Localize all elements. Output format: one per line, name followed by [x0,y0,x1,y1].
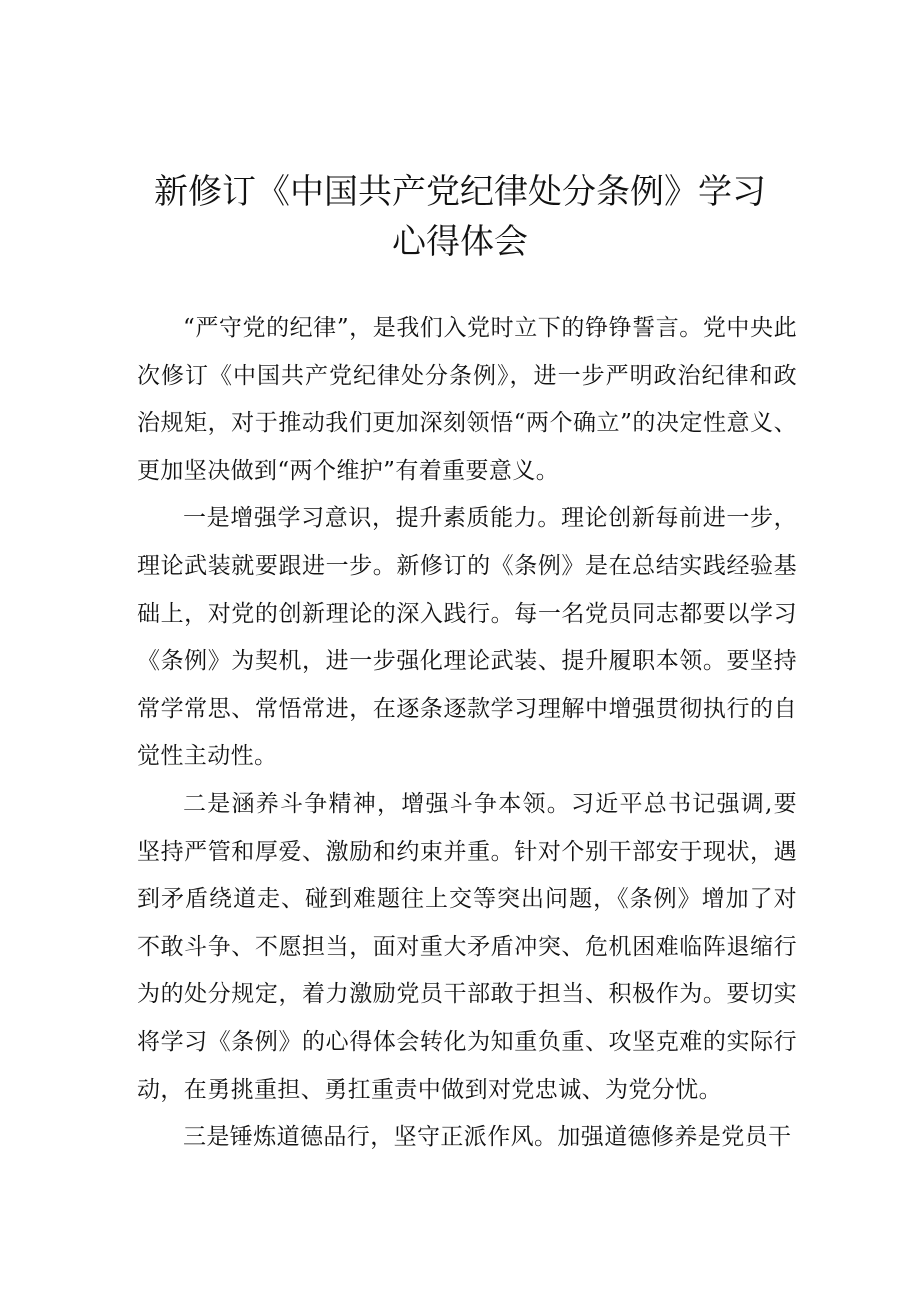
document-title-line-1: 新修订《中国共产党纪律处分条例》学习 [154,172,766,212]
document-title-line-2: 心得体会 [392,222,528,262]
paragraph-intro: “严守党的纪律”，是我们入党时立下的铮铮誓言。党中央此次修订《中国共产党纪律处分条例》，进一步严明政治纪律和政治规矩，对于推动我们更加深刻领悟“两个确立”的决定性意义、更加坚决做到“两个维护”有着重要意义。 [137,315,797,484]
paragraph-point-one: 一是增强学习意识，提升素质能力。理论创新每前进一步，理论武装就要跟进一步。新修订的《条例》是在总结实践经验基础上，对党的创新理论的深入践行。每一名党员同志都要以学习《条例》为契机，进一步强化理论武装、提升履职本领。要坚持常学常思、常悟常进，在逐条逐款学习理解中增强贯彻执行的自觉性主动性。 [137,505,797,770]
paragraph-point-three: 三是锤炼道德品行，坚守正派作风。加强道德修养是党员干 [183,1124,792,1151]
paragraph-point-two: 二是涵养斗争精神，增强斗争本领。习近平总书记强调,要坚持严管和厚爱、激励和约束并重。针对个别干部安于现状，遇到矛盾绕道走、碰到难题往上交等突出问题，《条例》增加了对不敢斗争、不愿担当，面对重大矛盾冲突、危机困难临阵退缩行为的处分规定，着力激励党员干部敢于担当、积极作为。要切实将学习《条例》的心得体会转化为知重负重、攻坚克难的实际行动，在勇挑重担、勇扛重责中做到对党忠诚、为党分忧。 [137,790,797,1103]
document-body [137,305,797,1162]
